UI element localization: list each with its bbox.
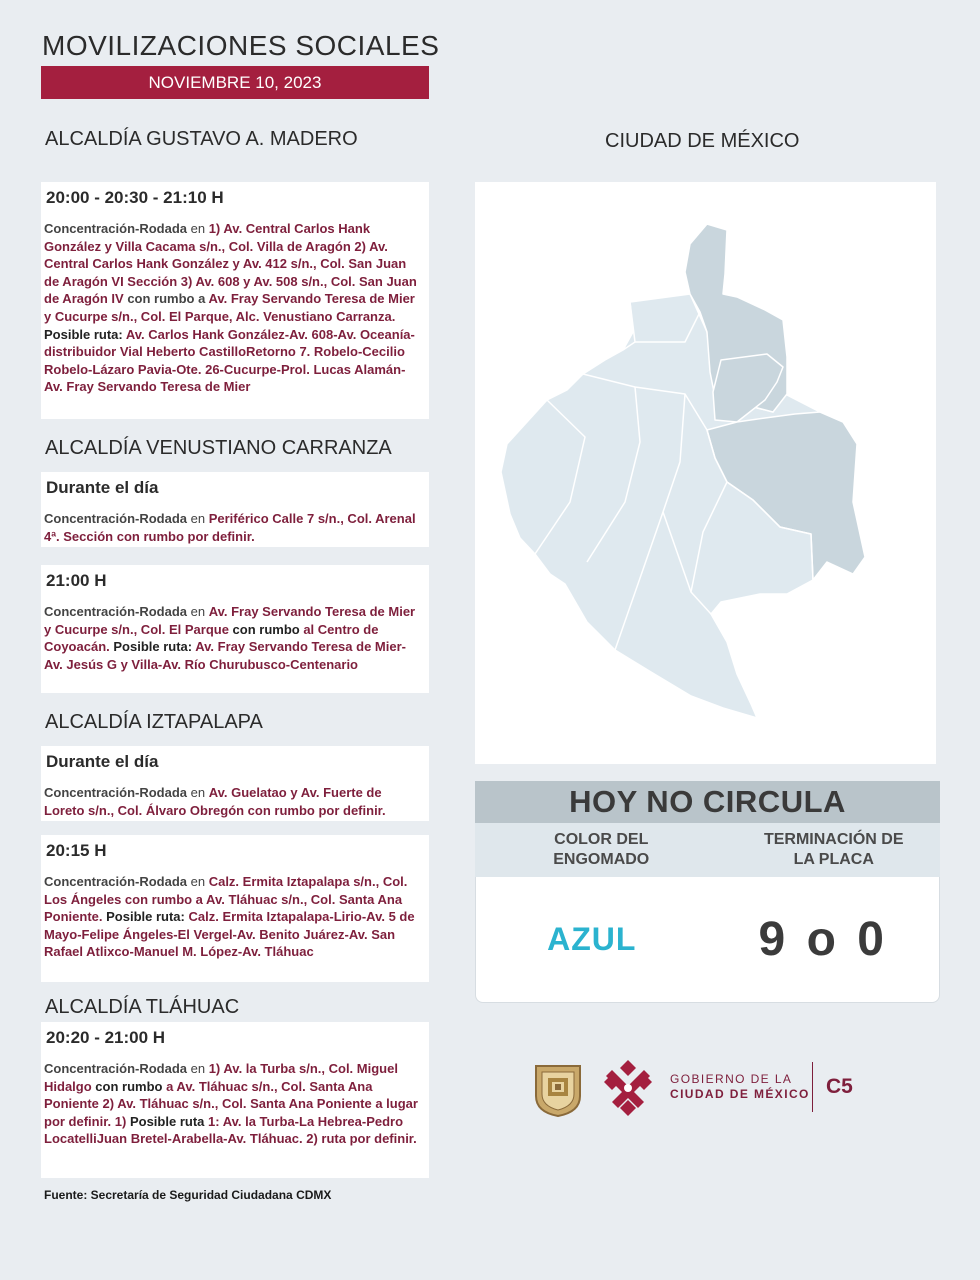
event-location: Calz. Ermita Iztapalapa s/n., Col. Los Ángeles con rumbo a Av. Tláhuac s/n., Col. Santa Ana Poniente. [44,874,408,925]
footer-logos [530,1056,870,1120]
event-card [41,182,429,419]
route-label: Posible ruta [129,1113,208,1129]
event-type: Concentración-Rodada [44,785,188,800]
event-time: Durante el día [46,752,159,771]
rumbo-text: con rumbo [228,621,304,637]
event-route: 1: Av. la Turba-La Hebrea-Pedro LocatelliJuan Bretel-Arabella-Av. Tláhuac. 2) ruta por definir. [44,1113,417,1147]
event-card [41,565,429,693]
hoy-no-circula-headers [475,823,940,877]
section-heading-gustavo-a-madero: ALCALDÍA GUSTAVO A. MADERO [45,128,358,150]
page-title: MOVILIZACIONES SOCIALES [42,30,440,61]
logo-divider [812,1062,813,1112]
rumbo-text: con rumbo [91,1078,167,1094]
event-card [41,472,429,547]
event-location: Av. Fray Servando Teresa de Mier y Cucurpe s/n., Col. El Parque [44,604,416,637]
event-description [44,1060,423,1148]
connector-text: en [187,1061,209,1076]
event-location: Periférico Calle 7 s/n., Col. Arenal 4ª. Sección con rumbo por definir. [44,511,416,544]
event-type: Concentración-Rodada [44,874,188,889]
cdmx-emblem-logo [598,1056,658,1120]
cdmx-map [475,182,936,764]
hoy-no-circula-panel [475,781,940,1003]
event-type: Concentración-Rodada [44,511,188,526]
connector-text: en [187,604,209,619]
section-heading-tlahuac: ALCALDÍA TLÁHUAC [45,996,240,1018]
event-time: 21:00 H [46,571,107,590]
source-note: Fuente: Secretaría de Seguridad Ciudadana CDMX [44,1188,332,1202]
event-description [44,220,423,396]
event-time: 20:15 H [46,841,107,860]
c5-logo-text: C5 [826,1075,853,1098]
color-label: COLOR DEL ENGOMADO [553,831,650,868]
route-label: Posible ruta: [102,909,189,925]
connector-text: en [187,221,209,236]
color-value: AZUL [547,921,637,957]
event-destination: al Centro de Coyoacán. [44,621,379,655]
section-heading-iztapalapa: ALCALDÍA IZTAPALAPA [45,711,263,733]
connector-text: en [187,785,209,800]
event-route: Av. Fray Servando Teresa de Mier-Av. Jesús G y Villa-Av. Río Churubusco-Centenario [44,639,406,672]
connector-text: en [187,511,209,526]
route-label: Posible ruta: [44,326,126,342]
map-panel [475,182,936,764]
section-heading-venustiano-carranza: ALCALDÍA VENUSTIANO CARRANZA [45,437,392,459]
coat-of-arms-logo [530,1058,586,1118]
event-time: 20:00 - 20:30 - 21:10 H [46,188,224,207]
plate-value: 9 o 0 [758,913,888,966]
date-banner: NOVIEMBRE 10, 2023 [41,66,429,99]
event-route: Av. Carlos Hank González-Av. 608-Av. Oceanía-distribuidor Vial Heberto CastilloRetorno 7. Robelo-Cecilio Robelo-Lázaro Pavia-Ote. 26-Cucurpe-Prol. Lucas Alamán-Av. Fray Servando Teresa de Mier [44,326,415,395]
event-route: Calz. Ermita Iztapalapa-Lirio-Av. 5 de Mayo-Felipe Ángeles-El Vergel-Av. Benito Juárez-Av. San Rafael Atlixco-Manuel M. López-Av. Tláhuac [44,909,415,960]
event-description [44,603,423,673]
event-location: Av. Guelatao y Av. Fuerte de Loreto s/n., Col. Álvaro Obregón con rumbo por definir. [44,785,386,818]
event-type: Concentración-Rodada [44,1061,188,1076]
connector-text: en [187,874,209,889]
event-time: 20:20 - 21:00 H [46,1028,166,1047]
event-time: Durante el día [46,478,159,497]
event-description [44,784,423,819]
route-label: Posible ruta: [109,639,196,655]
plate-label: TERMINACIÓN DE LA PLACA [763,831,904,868]
rumbo-text: con rumbo a [127,291,209,307]
event-location: 1) Av. la Turba s/n., Col. Miguel Hidalgo [44,1061,398,1094]
gob-line-2: CIUDAD DE MÉXICO [670,1087,810,1101]
event-type: Concentración-Rodada [44,221,188,236]
hoy-no-circula-values [475,877,940,1003]
gobierno-cdmx-text [670,1072,810,1102]
event-type: Concentración-Rodada [44,604,188,619]
event-description [44,873,423,961]
event-description [44,510,423,545]
event-destination: a Av. Tláhuac s/n., Col. Santa Ana Poniente 2) Av. Tláhuac s/n., Col. Santa Ana Poniente a lugar por definir. 1) [44,1078,418,1129]
event-location: 1) Av. Central Carlos Hank González y Villa Cacama s/n., Col. Villa de Aragón 2) Av. Central Carlos Hank González y Av. 412 s/n., Col. San Juan de Aragón VI Sección 3) Av. 608 y Av. 508 s/n., Col. San Juan de Aragón IV [44,221,417,307]
event-destination: Av. Fray Servando Teresa de Mier y Cucurpe s/n., Col. El Parque, Alc. Venustiano Carranza. [44,291,415,324]
map-title: CIUDAD DE MÉXICO [605,130,800,152]
event-card [41,746,429,821]
gob-line-1: GOBIERNO DE LA [670,1072,793,1086]
event-card [41,835,429,982]
event-card [41,1022,429,1178]
hoy-no-circula-title: HOY NO CIRCULA [475,781,940,823]
